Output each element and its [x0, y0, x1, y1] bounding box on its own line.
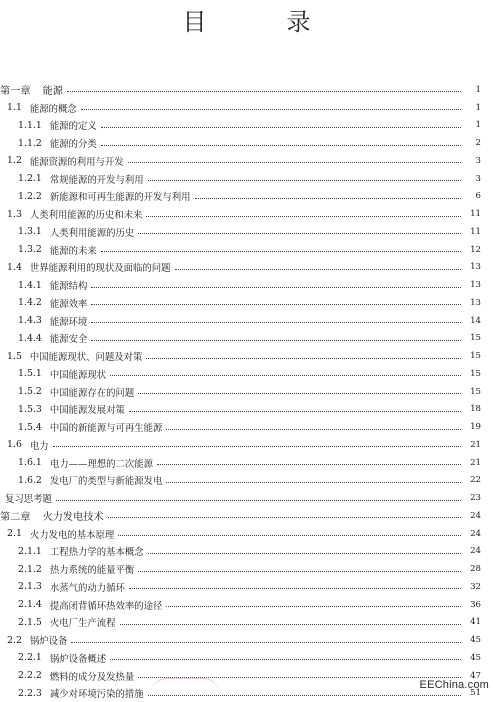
toc-entry[interactable] — [0, 401, 493, 419]
toc-entry[interactable] — [0, 152, 493, 170]
dot-leader — [146, 216, 461, 217]
toc-entry-page: 22 — [465, 475, 481, 485]
toc-entry-title: 新能源和可再生能源的开发与利用 — [50, 189, 191, 203]
toc-entry-number: 2.1.4 — [18, 599, 42, 610]
toc-entry[interactable] — [0, 330, 493, 348]
toc-entry[interactable] — [0, 223, 493, 241]
toc-entry-title: 能源资源的利用与开发 — [30, 154, 124, 168]
toc-entry-page: 32 — [465, 582, 481, 592]
dot-leader — [148, 553, 461, 554]
toc-entry[interactable] — [0, 170, 493, 188]
toc-entry-page: 15 — [465, 351, 481, 361]
toc-entry-number: 1.3 — [7, 209, 22, 220]
toc-entry-title: 火力发电技术 — [43, 508, 104, 523]
toc-entry-number: 1.3.2 — [18, 244, 42, 255]
toc-entry-page: 23 — [465, 493, 481, 503]
toc-entry[interactable] — [0, 99, 493, 117]
toc-entry-page: 47 — [465, 671, 481, 681]
toc-chapter[interactable] — [0, 507, 493, 525]
dot-leader — [166, 482, 461, 483]
dot-leader — [175, 269, 461, 270]
toc-entry-number: 1.5 — [7, 351, 22, 362]
toc-entry-number: 1.4.3 — [18, 315, 42, 326]
dot-leader — [91, 287, 461, 288]
dot-leader — [108, 517, 461, 518]
toc-entry-title: 减少对环境污染的措施 — [50, 686, 144, 700]
toc-entry[interactable] — [0, 188, 493, 206]
dot-leader — [101, 127, 461, 128]
toc-entry[interactable] — [0, 614, 493, 632]
toc-entry-number: 1.1 — [7, 102, 22, 113]
toc-entry[interactable] — [0, 649, 493, 667]
toc-entry-title: 能源效率 — [50, 296, 88, 310]
toc-entry-number: 1.6.2 — [18, 475, 42, 486]
toc-entry[interactable] — [0, 276, 493, 294]
toc-entry-number: 2.1.1 — [18, 546, 42, 557]
toc-entry-number: 2.2.1 — [18, 652, 42, 663]
dot-leader — [148, 180, 461, 181]
dot-leader — [138, 233, 461, 234]
page-title: 目 录 — [0, 2, 493, 37]
toc-entry-number: 1.6 — [7, 439, 22, 450]
toc-entry-number: 1.4.1 — [18, 280, 42, 291]
toc-entry-title: 锅炉设备概述 — [50, 651, 106, 665]
toc-entry[interactable] — [0, 365, 493, 383]
toc-entry-page: 45 — [465, 635, 481, 645]
toc-entry-number: 1.5.2 — [18, 386, 42, 397]
toc-entry[interactable] — [0, 383, 493, 401]
dot-leader — [56, 500, 461, 501]
dot-leader — [148, 695, 461, 696]
toc-entry-title: 能源安全 — [50, 331, 88, 345]
toc-entry[interactable] — [0, 472, 493, 490]
toc-entry-number: 2.2 — [7, 635, 22, 646]
toc-entry-number: 1.1.2 — [18, 138, 42, 149]
toc-entry-title: 燃料的成分及发热量 — [50, 669, 134, 683]
dot-leader — [91, 322, 461, 323]
toc-entry[interactable] — [0, 436, 493, 454]
dot-leader — [129, 588, 461, 589]
toc-entry[interactable] — [0, 134, 493, 152]
dot-leader — [53, 446, 461, 447]
toc-entry-page: 11 — [465, 227, 481, 237]
toc-entry-page: 3 — [465, 156, 481, 166]
toc-entry-title: 能源结构 — [50, 278, 88, 292]
toc-entry-number: 1.1.1 — [18, 120, 42, 131]
toc-entry-title: 火力发电的基本原理 — [30, 527, 114, 541]
toc-entry[interactable] — [0, 347, 493, 365]
toc-entry-title: 能源的分类 — [50, 136, 97, 150]
dot-leader — [129, 411, 461, 412]
toc-entry-title: 中国的新能源与可再生能源 — [50, 420, 163, 434]
toc-entry[interactable] — [0, 294, 493, 312]
toc-entry-title: 中国能源存在的问题 — [50, 385, 134, 399]
toc-entry[interactable] — [0, 259, 493, 277]
toc-entry-number: 2.1.3 — [18, 581, 42, 592]
toc-entry-number: 1.2.1 — [18, 173, 42, 184]
toc-entry-number: 2.2.2 — [18, 670, 42, 681]
toc-entry-title: 火电厂生产流程 — [50, 615, 116, 629]
toc-entry-title: 锅炉设备 — [30, 633, 68, 647]
toc-entry[interactable] — [0, 454, 493, 472]
toc-entry-page: 1 — [465, 103, 481, 113]
toc-entry-title: 能源 — [43, 82, 63, 97]
toc-entry-number: 1.2 — [7, 155, 22, 166]
toc-entry[interactable] — [0, 312, 493, 330]
dot-leader — [146, 358, 461, 359]
toc-entry[interactable] — [0, 560, 493, 578]
toc-entry-title: 能源的未来 — [50, 243, 97, 257]
toc-entry-page: 41 — [465, 617, 481, 627]
toc-entry-title: 世界能源利用的现状及面临的问题 — [30, 260, 171, 274]
toc-entry-number: 1.6.1 — [18, 457, 42, 468]
toc-entry[interactable] — [0, 117, 493, 135]
dot-leader — [166, 429, 461, 430]
toc-entry-title: 工程热力学的基本概念 — [50, 544, 144, 558]
toc-entry[interactable] — [0, 525, 493, 543]
dot-leader — [166, 606, 461, 607]
toc-entry-number: 1.4.2 — [18, 297, 42, 308]
dot-leader — [138, 571, 461, 572]
dot-leader — [101, 145, 461, 146]
toc-entry[interactable] — [0, 578, 493, 596]
toc-entry-page: 21 — [465, 440, 481, 450]
toc-entry-page: 45 — [465, 653, 481, 663]
dot-leader — [91, 304, 461, 305]
toc-entry-title: 能源环境 — [50, 314, 88, 328]
toc-entry-title: 电力——理想的二次能源 — [50, 456, 153, 470]
toc-review[interactable] — [0, 489, 493, 507]
toc-entry-page: 24 — [465, 546, 481, 556]
toc-entry-title: 发电厂的类型与新能源发电 — [50, 473, 163, 487]
dot-leader — [67, 91, 461, 92]
dot-leader — [120, 624, 462, 625]
toc-entry-title: 能源的定义 — [50, 118, 97, 132]
toc-entry-page: 15 — [465, 369, 481, 379]
toc-entry-title: 电力 — [30, 438, 49, 452]
toc-entry-page: 15 — [465, 333, 481, 343]
dot-leader — [91, 340, 461, 341]
toc-entry-number: 1.4 — [7, 262, 22, 273]
dot-leader — [138, 393, 461, 394]
dot-leader — [101, 251, 461, 252]
toc-entry-page: 14 — [465, 316, 481, 326]
toc-entry[interactable] — [0, 631, 493, 649]
toc-entry-page: 13 — [465, 280, 481, 290]
toc-entry-number: 2.1.2 — [18, 564, 42, 575]
watermark: EEChina.com — [420, 679, 489, 691]
toc-entry-page: 51 — [465, 688, 481, 698]
toc-entry-number: 1.3.1 — [18, 226, 42, 237]
toc-entry-page: 19 — [465, 422, 481, 432]
toc-entry-title: 人类利用能源的历史 — [50, 225, 134, 239]
toc-entry-number: 1.4.4 — [18, 333, 42, 344]
dot-leader — [110, 375, 461, 376]
toc-entry-number: 第二章 — [0, 508, 31, 523]
toc-entry-title: 人类利用能源的历史和未来 — [30, 207, 143, 221]
toc-entry-page: 13 — [465, 298, 481, 308]
toc-entry-page: 13 — [465, 262, 481, 272]
toc-entry-title: 热力系统的能量平衡 — [50, 562, 134, 576]
toc-entry-page: 6 — [465, 191, 481, 201]
dot-leader — [157, 464, 461, 465]
dot-leader — [118, 535, 461, 536]
toc-entry-number: 1.2.2 — [18, 191, 42, 202]
toc-entry-page: 11 — [465, 209, 481, 219]
toc-entry-number: 第一章 — [0, 82, 31, 97]
toc-entry-page: 24 — [465, 529, 481, 539]
toc-entry-title: 水蒸气的动力循环 — [50, 580, 125, 594]
toc-entry-number: 1.5.3 — [18, 404, 42, 415]
toc-entry-number: 2.1 — [7, 528, 22, 539]
toc-entry-page: 1 — [465, 85, 481, 95]
toc-entry-page: 1 — [465, 120, 481, 130]
toc-entry-title: 中国能源发展对策 — [50, 402, 125, 416]
toc-entry-title: 中国能源现状、问题及对策 — [30, 349, 143, 363]
seal-stamp — [150, 678, 220, 695]
dot-leader — [128, 162, 461, 163]
toc-entry[interactable] — [0, 418, 493, 436]
toc-entry-number: 1.5.4 — [18, 422, 42, 433]
toc-entry[interactable] — [0, 205, 493, 223]
dot-leader — [81, 109, 461, 110]
toc-entry-page: 12 — [465, 245, 481, 255]
dot-leader — [71, 642, 461, 643]
toc-entry-page: 21 — [465, 458, 481, 468]
toc-entry-page: 24 — [465, 511, 481, 521]
toc-entry[interactable] — [0, 596, 493, 614]
toc-entry-title: 能源的概念 — [30, 101, 77, 115]
toc-entry[interactable] — [0, 241, 493, 259]
table-of-contents — [0, 81, 493, 702]
toc-entry-page: 36 — [465, 600, 481, 610]
toc-entry-number: 2.1.5 — [18, 617, 42, 628]
toc-entry-page: 28 — [465, 564, 481, 574]
toc-entry-page: 15 — [465, 387, 481, 397]
toc-entry-number: 2.2.3 — [18, 688, 42, 699]
toc-chapter[interactable] — [0, 81, 493, 99]
dot-leader — [195, 198, 462, 199]
dot-leader — [110, 659, 461, 660]
toc-entry-page: 2 — [465, 138, 481, 148]
toc-entry[interactable] — [0, 543, 493, 561]
toc-entry-title: 中国能源现状 — [50, 367, 106, 381]
toc-entry-page: 18 — [465, 404, 481, 414]
toc-entry-title: 提高闭背循环热效率的途径 — [50, 598, 163, 612]
toc-entry-number: 1.5.1 — [18, 368, 42, 379]
toc-entry-page: 3 — [465, 174, 481, 184]
toc-entry-title: 常规能源的开发与利用 — [50, 172, 144, 186]
toc-entry-title: 复习思考题 — [5, 491, 52, 505]
